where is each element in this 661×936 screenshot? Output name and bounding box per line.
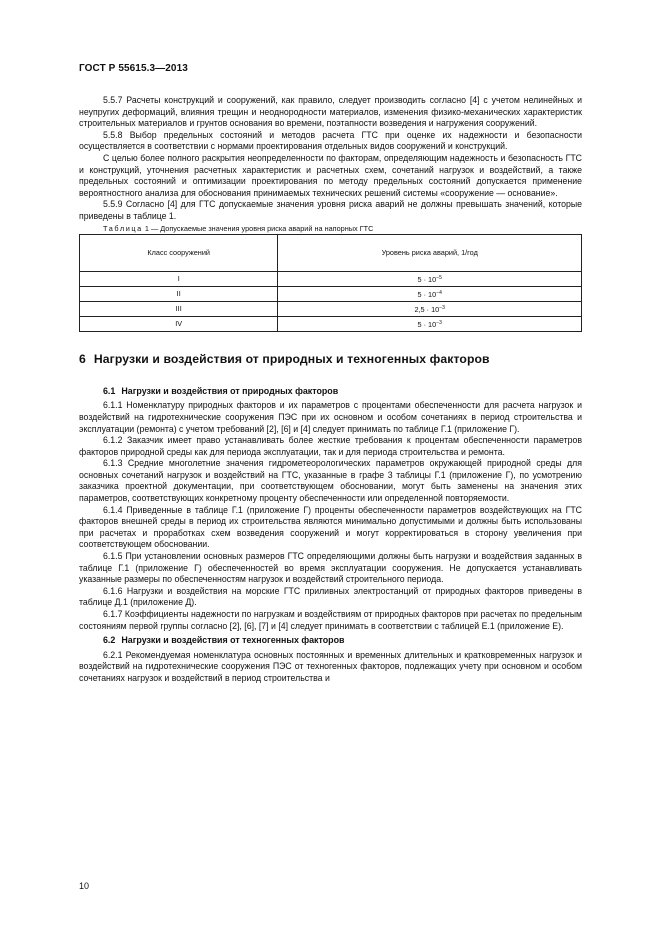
class-cell: II	[80, 287, 278, 302]
table-row	[80, 302, 582, 317]
risk-cell	[278, 317, 582, 332]
class-cell: IV	[80, 317, 278, 332]
risk-exponent: −3	[436, 319, 442, 326]
table-caption-text: 1 — Допускаемые значения уровня риска аварий на напорных ГТС	[144, 223, 374, 233]
paragraph-6-1-2: 6.1.2 Заказчик имеет право устанавливать более жесткие требования к процентам обеспеченности параметров факторов природной среды как для периода эксплуатации, так и для периода строительства и ремонта.	[79, 435, 582, 457]
subsection-6-2-title: Нагрузки и воздействия от техногенных факторов	[121, 635, 345, 646]
section-6-number: 6	[79, 352, 86, 367]
table-row	[80, 317, 582, 332]
paragraph-6-1-4: 6.1.4 Приведенные в таблице Г.1 (приложение Г) проценты обеспеченности параметров воздействующих на ГТС факторов внешней среды в период их строительства являются минимально допустимыми и должны быть использованы при расчетах и проработках схем возведения сооружений и могут корректироваться в сторону увеличения при соответствующем обосновании.	[79, 504, 582, 550]
paragraph-6-1-5: 6.1.5 При установлении основных размеров ГТС определяющими должны быть нагрузки и воздействия заданных в таблице Г.1 (приложение Г) обеспеченностей во время эксплуатации сооружения. Не допускается устанавливать указанные размеры по обеспеченностям нагрузок и воздействий строительного периода.	[79, 551, 582, 585]
paragraph-uncertainty: С целью более полного раскрытия неопределенности по факторам, определяющим надежность и безопасность ГТС и конструкций, уточнения расчетных характеристик и расчетных схем, сочетаний нагрузок и воздействий, а также предельных состояний и оптимизации проектирования по методу предельных состояний допускается применение вероятностного анализа для обоснования принимаемых технических решений системы «сооружение — основание».	[79, 152, 582, 198]
table-row	[80, 287, 582, 302]
subsection-6-2-heading	[103, 635, 582, 647]
risk-exponent: −4	[436, 289, 442, 296]
header-class: Класс сооружений	[80, 235, 278, 272]
risk-cell	[278, 272, 582, 287]
table-row	[80, 272, 582, 287]
risk-base: 5 · 10	[417, 289, 437, 299]
table-caption	[79, 223, 582, 235]
paragraph-6-1-7: 6.1.7 Коэффициенты надежности по нагрузкам и воздействиям от природных факторов при расчетах по предельным состояниям первой группы согласно [2], [6], [7] и [4] следует принимать в соответствии с таблицей Е.1 (приложение Е).	[79, 609, 582, 631]
paragraph-6-1-3: 6.1.3 Средние многолетние значения гидрометеорологических параметров окружающей природной среды для основных сочетаний нагрузок и воздействий на ГТС, указанные в графе 3 таблицы Г.1 (приложение Г), по усмотрению заказчика проектной документации, при соответствующем обосновании, могут быть заменены на значения этих параметров, соответствующих конкретному проценту обеспеченности или определенной повторяемости.	[79, 458, 582, 504]
risk-base: 2,5 · 10	[414, 304, 440, 314]
subsection-6-1-number: 6.1	[103, 385, 116, 396]
header-risk-level: Уровень риска аварий, 1/год	[278, 235, 582, 272]
paragraph-6-1-1: 6.1.1 Номенклатуру природных факторов и их параметров с процентами обеспеченности для расчета нагрузок и воздействий на гидротехнические сооружения ПЭС при их основном и особом сочетаниях в период строительства и эксплуатации (ремонта) с учетом требований [2], [6] и [4] следует принимать по таблице Г.1 (приложение Г).	[79, 400, 582, 434]
risk-base: 5 · 10	[417, 274, 437, 284]
subsection-6-1-title: Нагрузки и воздействия от природных факторов	[121, 385, 339, 396]
paragraph-5-5-9: 5.5.9 Согласно [4] для ГТС допускаемые значения уровня риска аварий не должны превышать значений, которые приведены в таблице 1.	[79, 199, 582, 221]
document-header: ГОСТ Р 55615.3—2013	[79, 63, 188, 74]
class-cell: I	[80, 272, 278, 287]
paragraph-6-2-1: 6.2.1 Рекомендуемая номенклатура основных постоянных и временных длительных и кратковременных нагрузок и воздействий на гидротехнические сооружения ПЭС от техногенных факторов, подлежащих учету при основном и особом сочетаниях нагрузок и воздействий в период строительства и	[79, 649, 582, 683]
risk-table	[79, 234, 582, 332]
subsection-6-2-number: 6.2	[103, 635, 116, 646]
risk-exponent: −5	[436, 274, 442, 281]
page-content	[79, 95, 582, 685]
subsection-6-1-heading	[103, 386, 582, 398]
risk-cell	[278, 287, 582, 302]
table-caption-prefix: Таблица	[103, 223, 143, 233]
paragraph-6-1-6: 6.1.6 Нагрузки и воздействия на морские ГТС приливных электростанций от природных факторов приведены в таблице Д.1 (приложение Д).	[79, 585, 582, 608]
paragraph-5-5-8: 5.5.8 Выбор предельных состояний и методов расчета ГТС при оценке их надежности и безопасности осуществляется в соответствии с нормами проектирования отдельных видов сооружений и конструкций.	[79, 129, 582, 152]
section-6-title: Нагрузки и воздействия от природных и техногенных факторов	[93, 352, 490, 367]
risk-base: 5 · 10	[417, 319, 437, 329]
section-6-heading	[79, 354, 582, 366]
risk-cell	[278, 302, 582, 317]
paragraph-5-5-7: 5.5.7 Расчеты конструкций и сооружений, как правило, следует производить согласно [4] с учетом нелинейных и неупругих деформаций, влияния трещин и неоднородности материалов, изменения физико-механических характеристик строительных материалов и грунтов основания во времени, поэтапности возведения и нагружения сооружений.	[79, 95, 582, 129]
class-cell: III	[80, 302, 278, 317]
table-header-row	[80, 235, 582, 272]
page-number: 10	[79, 881, 90, 891]
risk-exponent: −3	[439, 304, 445, 311]
